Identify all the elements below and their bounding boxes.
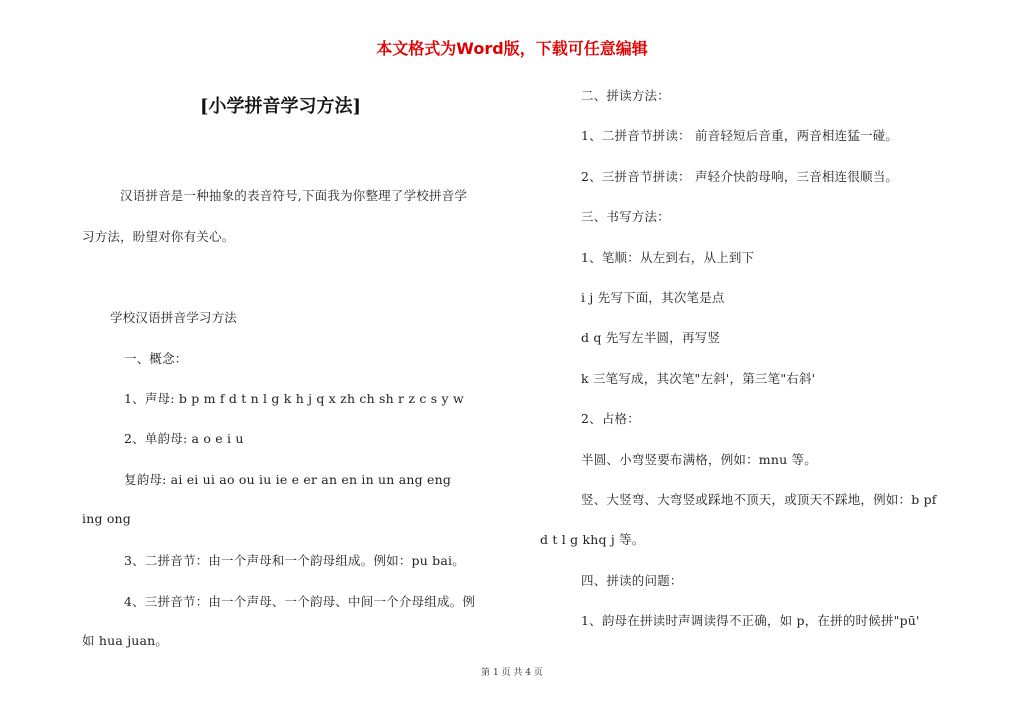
document-banner: 本文格式为Word版，下载可任意编辑	[376, 39, 648, 58]
left-line-4: 一、概念：	[124, 351, 188, 366]
right-line-12: d t l g khq j 等。	[540, 532, 645, 547]
right-line-14: 1、韵母在拼读时声调读得不正确，如 p，在拼的时候拼"pū'	[581, 613, 920, 628]
page-number-footer: 第 1 页 共 4 页	[481, 668, 543, 678]
left-line-9: 3、二拼音节：由一个声母和一个韵母组成。例如：pu bai。	[124, 553, 465, 568]
right-line-11: 竖、大竖弯、大弯竖或踩地不顶天，或顶天不踩地，例如：b pf	[581, 492, 937, 507]
right-line-9: 2、占格：	[581, 411, 640, 426]
right-line-2: 1、二拼音节拼读： 前音轻短后音重，两音相连猛一碰。	[581, 128, 899, 143]
left-line-3: 学校汉语拼音学习方法	[110, 310, 238, 325]
right-line-13: 四、拼读的问题：	[581, 573, 683, 588]
right-line-5: 1、笔顺：从左到右，从上到下	[581, 250, 755, 265]
document-title: [小学拼音学习方法]	[200, 96, 362, 117]
left-line-7: 复韵母: ai ei ui ao ou iu ie e er an en in un ang eng	[124, 472, 452, 487]
left-line-11: 如 hua juan。	[82, 633, 169, 648]
right-line-6: i j 先写下面，其次笔是点	[581, 290, 725, 305]
right-line-8: k 三笔写成，其次笔"左斜'，第三笔"右斜'	[581, 371, 816, 386]
right-line-7: d q 先写左半圆，再写竖	[581, 330, 721, 345]
right-line-4: 三、书写方法：	[581, 209, 670, 224]
left-line-1: 汉语拼音是一种抽象的表音符号,下面我为你整理了学校拼音学	[120, 188, 468, 203]
left-line-5: 1、声母: b p m f d t n l g k h j q x zh ch sh r z c s y w	[124, 391, 464, 406]
left-line-8: ing ong	[82, 511, 132, 526]
left-line-10: 4、三拼音节：由一个声母、一个韵母、中间一个介母组成。例	[124, 594, 476, 609]
left-line-6: 2、单韵母: a o e i u	[124, 431, 244, 446]
right-line-3: 2、三拼音节拼读： 声轻介快韵母响，三音相连很顺当。	[581, 169, 899, 184]
left-line-2: 习方法，盼望对你有关心。	[82, 229, 235, 244]
right-line-10: 半圆、小弯竖要布满格，例如：mnu 等。	[581, 452, 817, 467]
right-line-1: 二、拼读方法：	[581, 88, 670, 103]
